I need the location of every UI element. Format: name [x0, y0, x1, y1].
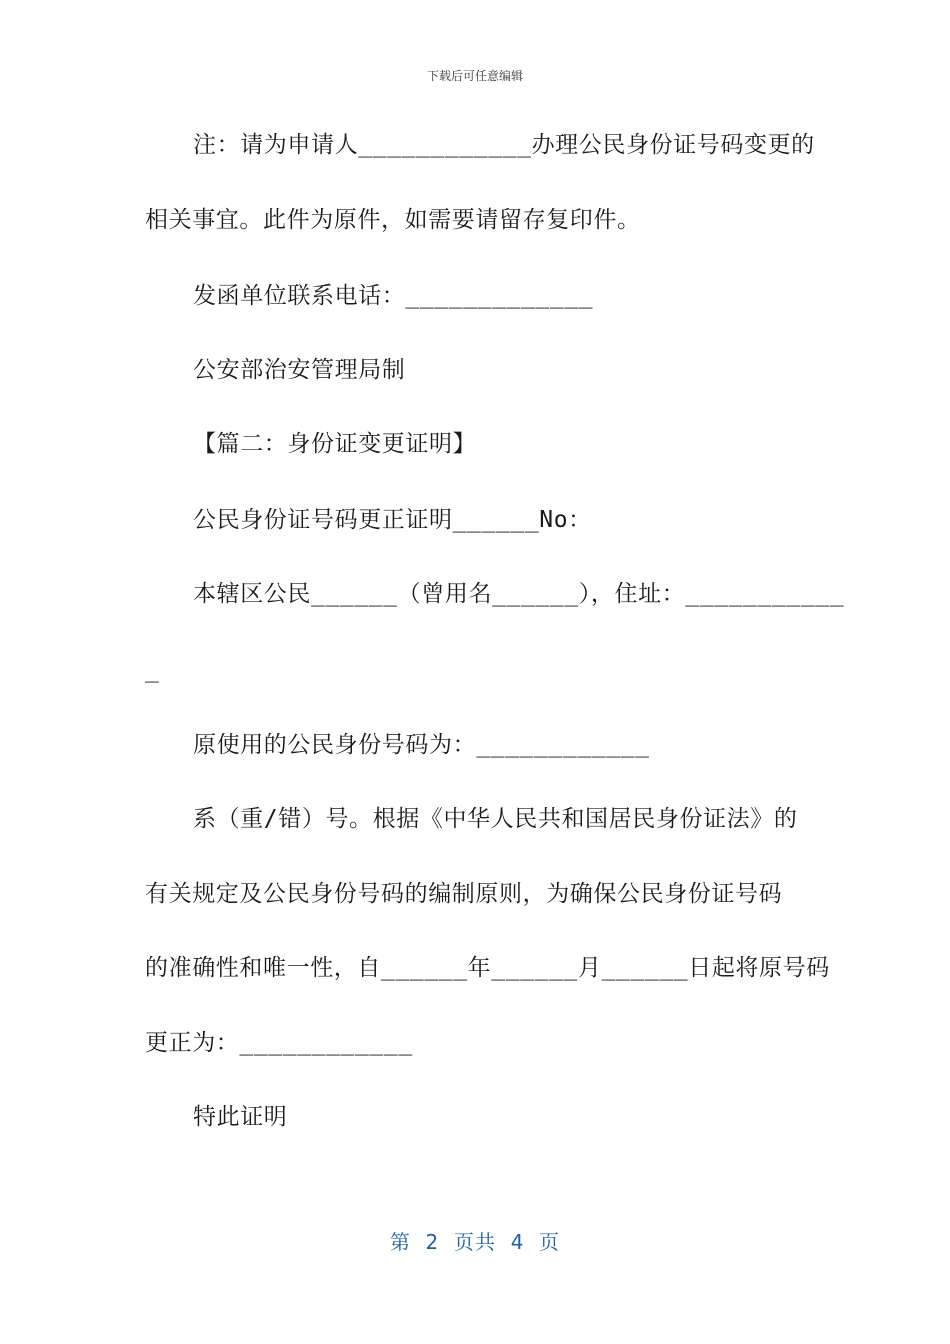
body-line-1: 系（重/错）号。根据《中华人民共和国居民身份证法》的 — [193, 806, 798, 832]
citizen-line: 本辖区公民______（曾用名______），住址：___________ — [193, 581, 845, 607]
page-header: 下载后可任意编辑 — [426, 69, 523, 83]
corrected-id-line: 更正为：____________ — [145, 1030, 413, 1056]
page-footer: 第 2 页共 4 页 — [389, 1230, 561, 1254]
original-id-line: 原使用的公民身份号码为：____________ — [193, 732, 650, 758]
citizen-line-continued: _ — [145, 657, 160, 683]
body-line-3: 的准确性和唯一性，自______年______月______日起将原号码 — [145, 955, 830, 981]
issuer-line: 公安部治安管理局制 — [193, 357, 406, 383]
section-heading: 【篇二：身份证变更证明】 — [193, 431, 477, 457]
contact-phone-line: 发函单位联系电话：_____________ — [193, 283, 594, 309]
note-line-1: 注：请为申请人____________办理公民身份证号码变更的 — [193, 132, 815, 158]
body-line-2: 有关规定及公民身份号码的编制原则，为确保公民身份证号码 — [145, 881, 783, 907]
certificate-title-line: 公民身份证号码更正证明______No： — [193, 507, 592, 533]
note-line-2: 相关事宜。此件为原件，如需要请留存复印件。 — [145, 207, 641, 233]
closing-line: 特此证明 — [193, 1104, 288, 1130]
